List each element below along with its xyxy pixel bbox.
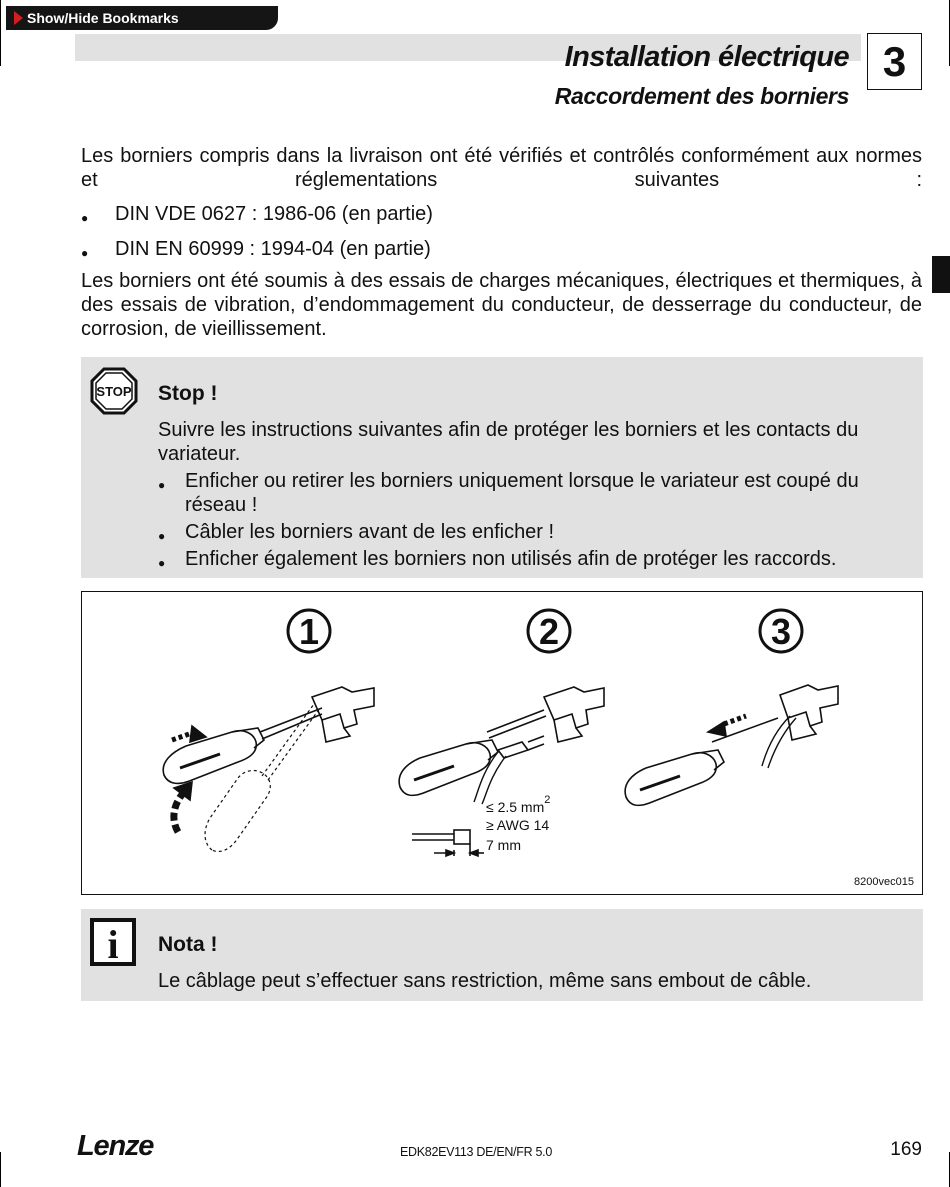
crop-mark	[0, 0, 1, 66]
svg-text:1: 1	[298, 611, 320, 652]
chapter-edge-marker	[932, 256, 950, 293]
tests-paragraph	[81, 269, 922, 341]
step-2-marker	[528, 610, 570, 652]
bullet-dot: ●	[158, 556, 166, 570]
svg-text:2: 2	[538, 611, 560, 652]
bookmarks-tab-label: Show/Hide Bookmarks	[27, 10, 179, 26]
intro-paragraph	[81, 144, 922, 192]
terminal-wiring-figure	[81, 591, 923, 895]
info-icon	[90, 918, 136, 966]
stop-sign-icon	[90, 367, 138, 415]
step-3-drawing	[625, 685, 838, 805]
stop-intro: Suivre les instructions suivantes afin de protéger les borniers et les contacts du variateur.	[158, 419, 859, 465]
svg-text:3: 3	[770, 611, 792, 652]
note-text: Le câblage peut s’effectuer sans restriction, même sans embout de câble.	[158, 970, 812, 992]
bullet-dot: ●	[81, 211, 89, 225]
norm-text: DIN EN 60999 : 1994-04 (en partie)	[115, 238, 431, 260]
stop-item-text: Enficher ou retirer les borniers uniquement lorsque le variateur est coupé du réseau !	[185, 470, 859, 516]
figure-id: 8200vec015	[854, 876, 914, 888]
note-title: Nota !	[158, 933, 218, 956]
show-hide-bookmarks-button[interactable]	[6, 6, 278, 30]
stop-item-text: Enficher également les borniers non utilisés afin de protéger les raccords.	[185, 548, 837, 570]
wire-strip-length: 7 mm	[486, 837, 521, 853]
lenze-logo: Lenze	[77, 1130, 154, 1162]
bullet-dot: ●	[158, 478, 166, 492]
intro-paragraph-text: Les borniers compris dans la livraison ont été vérifiés et contrôlés conformément aux normes et réglementations suivantes :	[81, 145, 922, 191]
wire-spec-awg: ≥ AWG 14	[486, 817, 550, 833]
crop-mark	[0, 1152, 1, 1187]
stop-item	[158, 469, 918, 517]
document-reference: EDK82EV113 DE/EN/FR 5.0	[400, 1145, 552, 1159]
stop-sign-label: STOP	[96, 384, 132, 399]
stop-item-text: Câbler les borniers avant de les enficher !	[185, 521, 555, 543]
terminal-illustration	[82, 592, 922, 894]
bullet-dot: ●	[81, 246, 89, 260]
wire-spec-section: ≤ 2.5 $mm^2$	[486, 794, 551, 815]
norm-text: DIN VDE 0627 : 1986-06 (en partie)	[115, 203, 433, 225]
chapter-number: 3	[867, 33, 922, 90]
step-1-drawing	[163, 687, 374, 852]
tests-paragraph-text: Les borniers ont été soumis à des essais de charges mécaniques, électriques et thermiques, à des essais de vibration, d’endommagement du conducteur, de desserrage du conducteur, de corrosion, de vieillissement.	[81, 270, 922, 340]
page-title: Installation électrique	[564, 41, 849, 73]
step-3-marker	[760, 610, 802, 652]
page-number: 169	[890, 1139, 922, 1160]
info-icon-label: i	[107, 922, 119, 966]
page-subtitle: Raccordement des borniers	[554, 83, 849, 109]
step-1-marker	[288, 610, 330, 652]
stop-item	[158, 547, 918, 571]
stop-item	[158, 520, 918, 544]
triangle-right-icon	[14, 11, 23, 25]
bullet-dot: ●	[158, 529, 166, 543]
stop-title: Stop !	[158, 382, 218, 405]
